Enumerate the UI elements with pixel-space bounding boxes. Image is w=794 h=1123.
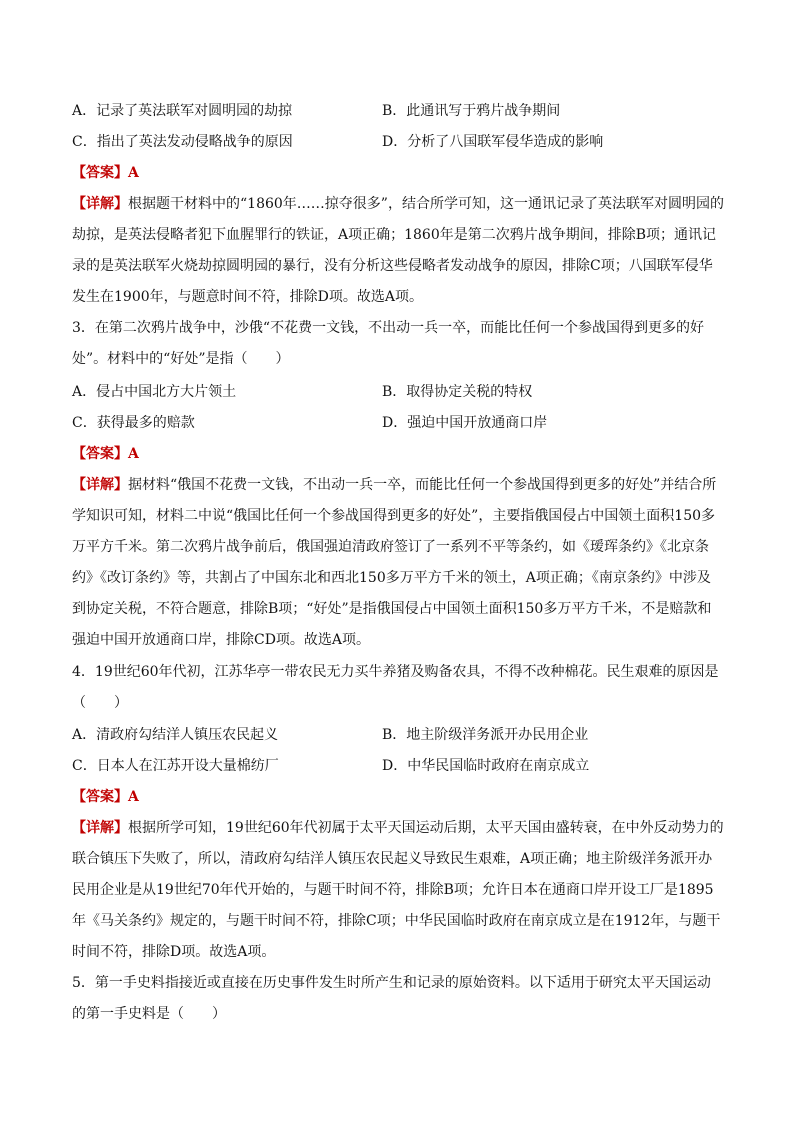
answer-label: 【答案】: [72, 446, 128, 462]
q4-option-c: C．日本人在江苏开设大量棉纺厂: [72, 758, 279, 774]
q2-option-d: D．分析了八国联军侵华造成的影响: [382, 134, 604, 150]
q4-option-a: A．清政府勾结洋人镇压农民起义: [72, 727, 279, 743]
answer-value: A: [128, 446, 139, 462]
q4-stem: 4．19世纪60年代初，江苏华亭一带农民无力买牛养猪及购备农具，不得不改种棉花。民生艰难的原因是（ ）: [72, 664, 719, 711]
detail-label: 【详解】: [72, 477, 128, 493]
detail-text: 据材料“俄国不花费一文钱，不出动一兵一卒，而能比任何一个参战国得到更多的好处”并结合所学知识可知，材料二中说“俄国比任何一个参战国得到更多的好处”，主要指俄国侵占中国领土面积150多万平方千米。第二次鸦片战争前后，俄国强迫清政府签订了一系列不平等条约，如《瑷珲条约》《北京条约》《改订条约》等，共割占了中国东北和西北150多万平方千米的领土，A项正确；《南京条约》中涉及到协定关税，不符合题意，排除B项；“好处”是指俄国侵占中国领土面积150多万平方千米，不是赔款和强迫中国开放通商口岸，排除CD项。故选A项。: [72, 477, 717, 648]
detail-text: 根据题干材料中的“1860年……掠夺很多”，结合所学可知，这一通讯记录了英法联军对圆明园的劫掠，是英法侵略者犯下血腥罪行的铁证，A项正确；1860年是第二次鸦片战争期间，排除B项；通讯记录的是英法联军火烧劫掠圆明园的暴行，没有分析这些侵略者发动战争的原因，排除C项；八国联军侵华发生在1900年，与题意时间不符，排除D项。故选A项。: [72, 196, 724, 305]
q3-answer: [72, 444, 139, 464]
q5-stem: 5．第一手史料指接近或直接在历史事件发生时所产生和记录的原始资料。以下适用于研究太平天国运动的第一手史料是（ ）: [72, 975, 711, 1022]
answer-value: A: [128, 789, 139, 805]
q4-option-d: D．中华民国临时政府在南京成立: [382, 758, 590, 774]
q2-detail: [72, 189, 724, 313]
q2-option-c: C．指出了英法发动侵略战争的原因: [72, 134, 293, 150]
detail-label: 【详解】: [72, 820, 128, 836]
q2-answer: [72, 163, 139, 183]
q3-option-d: D．强迫中国开放通商口岸: [382, 415, 548, 431]
q2-option-a: A．记录了英法联军对圆明园的劫掠: [72, 103, 293, 119]
q3-stem: 3．在第二次鸦片战争中，沙俄“不花费一文钱，不出动一兵一卒，而能比任何一个参战国得到更多的好处”。材料中的“好处”是指（ ）: [72, 320, 705, 367]
answer-label: 【答案】: [72, 789, 128, 805]
detail-text: 根据所学可知，19世纪60年代初属于太平天国运动后期，太平天国由盛转衰，在中外反动势力的联合镇压下失败了，所以，清政府勾结洋人镇压农民起义导致民生艰难，A项正确；地主阶级洋务派开办民用企业是从19世纪70年代开始的，与题干时间不符，排除B项；允许日本在通商口岸开设工厂是1895年《马关条约》规定的，与题干时间不符，排除C项；中华民国临时政府在南京成立是在1912年，与题干时间不符，排除D项。故选A项。: [72, 820, 724, 960]
detail-label: 【详解】: [72, 196, 128, 212]
q4-option-b: B．地主阶级洋务派开办民用企业: [382, 727, 589, 743]
q3-option-a: A．侵占中国北方大片领土: [72, 384, 237, 400]
q2-option-b: B．此通讯写于鸦片战争期间: [382, 103, 561, 119]
q3-option-b: B．取得协定关税的特权: [382, 384, 533, 400]
q3-detail: [72, 470, 724, 656]
q4-answer: [72, 787, 139, 807]
q3-option-c: C．获得最多的赔款: [72, 415, 195, 431]
answer-label: 【答案】: [72, 165, 128, 181]
answer-value: A: [128, 165, 139, 181]
q4-detail: [72, 813, 724, 968]
